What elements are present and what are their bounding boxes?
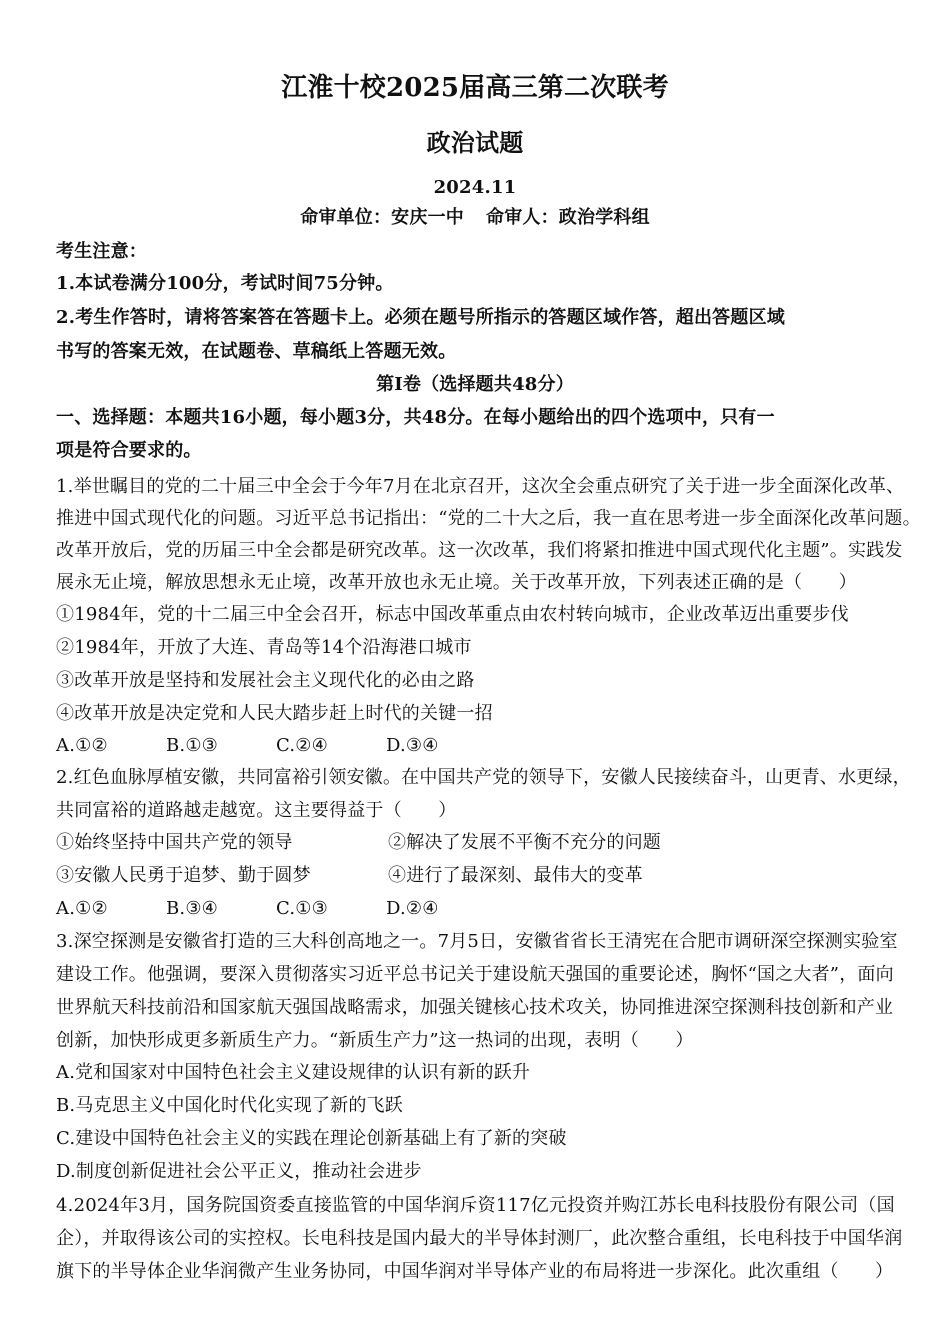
q3-stem-line4: 创新，加快形成更多新质生产力。“新质生产力”这一热词的出现，表明（ ） bbox=[56, 1030, 694, 1051]
exam-author-line bbox=[0, 206, 950, 230]
q2-options bbox=[56, 897, 496, 921]
q1-statement-4: ④改革开放是决定党和人民大踏步赶上时代的关键一招 bbox=[56, 703, 493, 724]
q1-stem-line1: 1.举世瞩目的党的二十届三中全会于今年7月在北京召开，这次全会重点研究了关于进一步全面深化改革、 bbox=[56, 476, 905, 497]
q2-statement-1: ①始终坚持中国共产党的领导 bbox=[56, 832, 293, 853]
q2-option-c: C.①③ bbox=[276, 898, 328, 919]
q2-option-b: B.③④ bbox=[166, 898, 219, 919]
q4-stem-line3: 旗下的半导体企业华润微产生业务协同，中国华润对半导体产业的布局将进一步深化。此次重组（ ） bbox=[56, 1261, 894, 1282]
notice-item-2-line2: 书写的答案无效，在试题卷、草稿纸上答题无效。 bbox=[56, 341, 457, 362]
exam-date: 2024.11 bbox=[433, 177, 517, 198]
q4-stem-line2: 企），并取得该公司的实控权。长电科技是国内最大的半导体封测厂，此次整合重组，长电科技于中国华润 bbox=[56, 1228, 903, 1249]
q1-statement-1: ①1984年，党的十二届三中全会召开，标志中国改革重点由农村转向城市，企业改革迈出重要步伐 bbox=[56, 604, 849, 625]
q3-option-c: C.建设中国特色社会主义的实践在理论创新基础上有了新的突破 bbox=[56, 1128, 567, 1149]
notice-item-2-line1: 2.考生作答时，请将答案答在答题卡上。必须在题号所指示的答题区域作答，超出答题区域 bbox=[56, 307, 785, 328]
q1-statement-2: ②1984年，开放了大连、青岛等14个沿海港口城市 bbox=[56, 637, 472, 658]
q2-statements-row1 bbox=[56, 831, 661, 855]
q1-option-c: C.②④ bbox=[276, 735, 328, 756]
exam-author: 命审人：政治学科组 bbox=[486, 207, 650, 228]
exam-title: 江淮十校2025届高三第二次联考 bbox=[281, 73, 669, 103]
notice-item-1: 1.本试卷满分100分，考试时间75分钟。 bbox=[56, 273, 394, 294]
q1-option-b: B.①③ bbox=[166, 735, 219, 756]
section-instructions-line2: 项是符合要求的。 bbox=[56, 440, 202, 461]
section-title: 第Ⅰ卷（选择题共48分） bbox=[376, 374, 574, 395]
exam-subject: 政治试题 bbox=[426, 128, 524, 157]
q2-statement-3: ③安徽人民勇于追梦、勤于圆梦 bbox=[56, 865, 311, 886]
q1-stem-line2: 推进中国式现代化的问题。习近平总书记指出：“党的二十大之后，我一直在思考进一步全面深化改革问题。 bbox=[56, 508, 921, 529]
q2-option-a: A.①② bbox=[56, 898, 108, 919]
q3-option-a: A.党和国家对中国特色社会主义建设规律的认识有新的跃升 bbox=[56, 1062, 531, 1083]
q2-stem-line1: 2.红色血脉厚植安徽，共同富裕引领安徽。在中国共产党的领导下，安徽人民接续奋斗，山更青、水更绿， bbox=[56, 767, 911, 788]
section-instructions-line1: 一、选择题：本题共16小题，每小题3分，共48分。在每小题给出的四个选项中，只有一 bbox=[56, 407, 775, 428]
q2-statement-2: ②解决了发展不平衡不充分的问题 bbox=[388, 832, 661, 853]
q4-stem-line1: 4.2024年3月，国务院国资委直接监管的中国华润斥资117亿元投资并购江苏长电科技股份有限公司（国 bbox=[56, 1195, 895, 1216]
q3-option-b: B.马克思主义中国化时代化实现了新的飞跃 bbox=[56, 1095, 403, 1116]
q3-option-d: D.制度创新促进社会公平正义，推动社会进步 bbox=[56, 1161, 422, 1182]
q3-stem-line1: 3.深空探测是安徽省打造的三大科创高地之一。7月5日，安徽省省长王清宪在合肥市调研深空探测实验室 bbox=[56, 931, 898, 952]
q1-stem-line3: 改革开放后，党的历届三中全会都是研究改革。这一次改革，我们将紧扣推进中国式现代化主题”。实践发 bbox=[56, 540, 903, 561]
q1-option-a: A.①② bbox=[56, 735, 108, 756]
q1-statement-3: ③改革开放是坚持和发展社会主义现代化的必由之路 bbox=[56, 670, 475, 691]
q3-stem-line3: 世界航天科技前沿和国家航天强国战略需求，加强关键核心技术攻关，协同推进深空探测科技创新和产业 bbox=[56, 997, 894, 1018]
exam-unit: 命审单位：安庆一中 bbox=[300, 207, 464, 228]
q2-statements-row2 bbox=[56, 864, 643, 888]
q1-stem-line4: 展永无止境，解放思想永无止境，改革开放也永无止境。关于改革开放，下列表述正确的是（ ） bbox=[56, 572, 857, 593]
q3-stem-line2: 建设工作。他强调，要深入贯彻落实习近平总书记关于建设航天强国的重要论述，胸怀“国之大者”，面向 bbox=[56, 964, 894, 985]
q2-statement-4: ④进行了最深刻、最伟大的变革 bbox=[388, 865, 643, 886]
q2-option-d: D.②④ bbox=[386, 898, 439, 919]
notice-heading: 考生注意： bbox=[56, 241, 147, 262]
q1-options bbox=[56, 734, 496, 758]
q1-option-d: D.③④ bbox=[386, 735, 439, 756]
q2-stem-line2: 共同富裕的道路越走越宽。这主要得益于（ ） bbox=[56, 800, 457, 821]
